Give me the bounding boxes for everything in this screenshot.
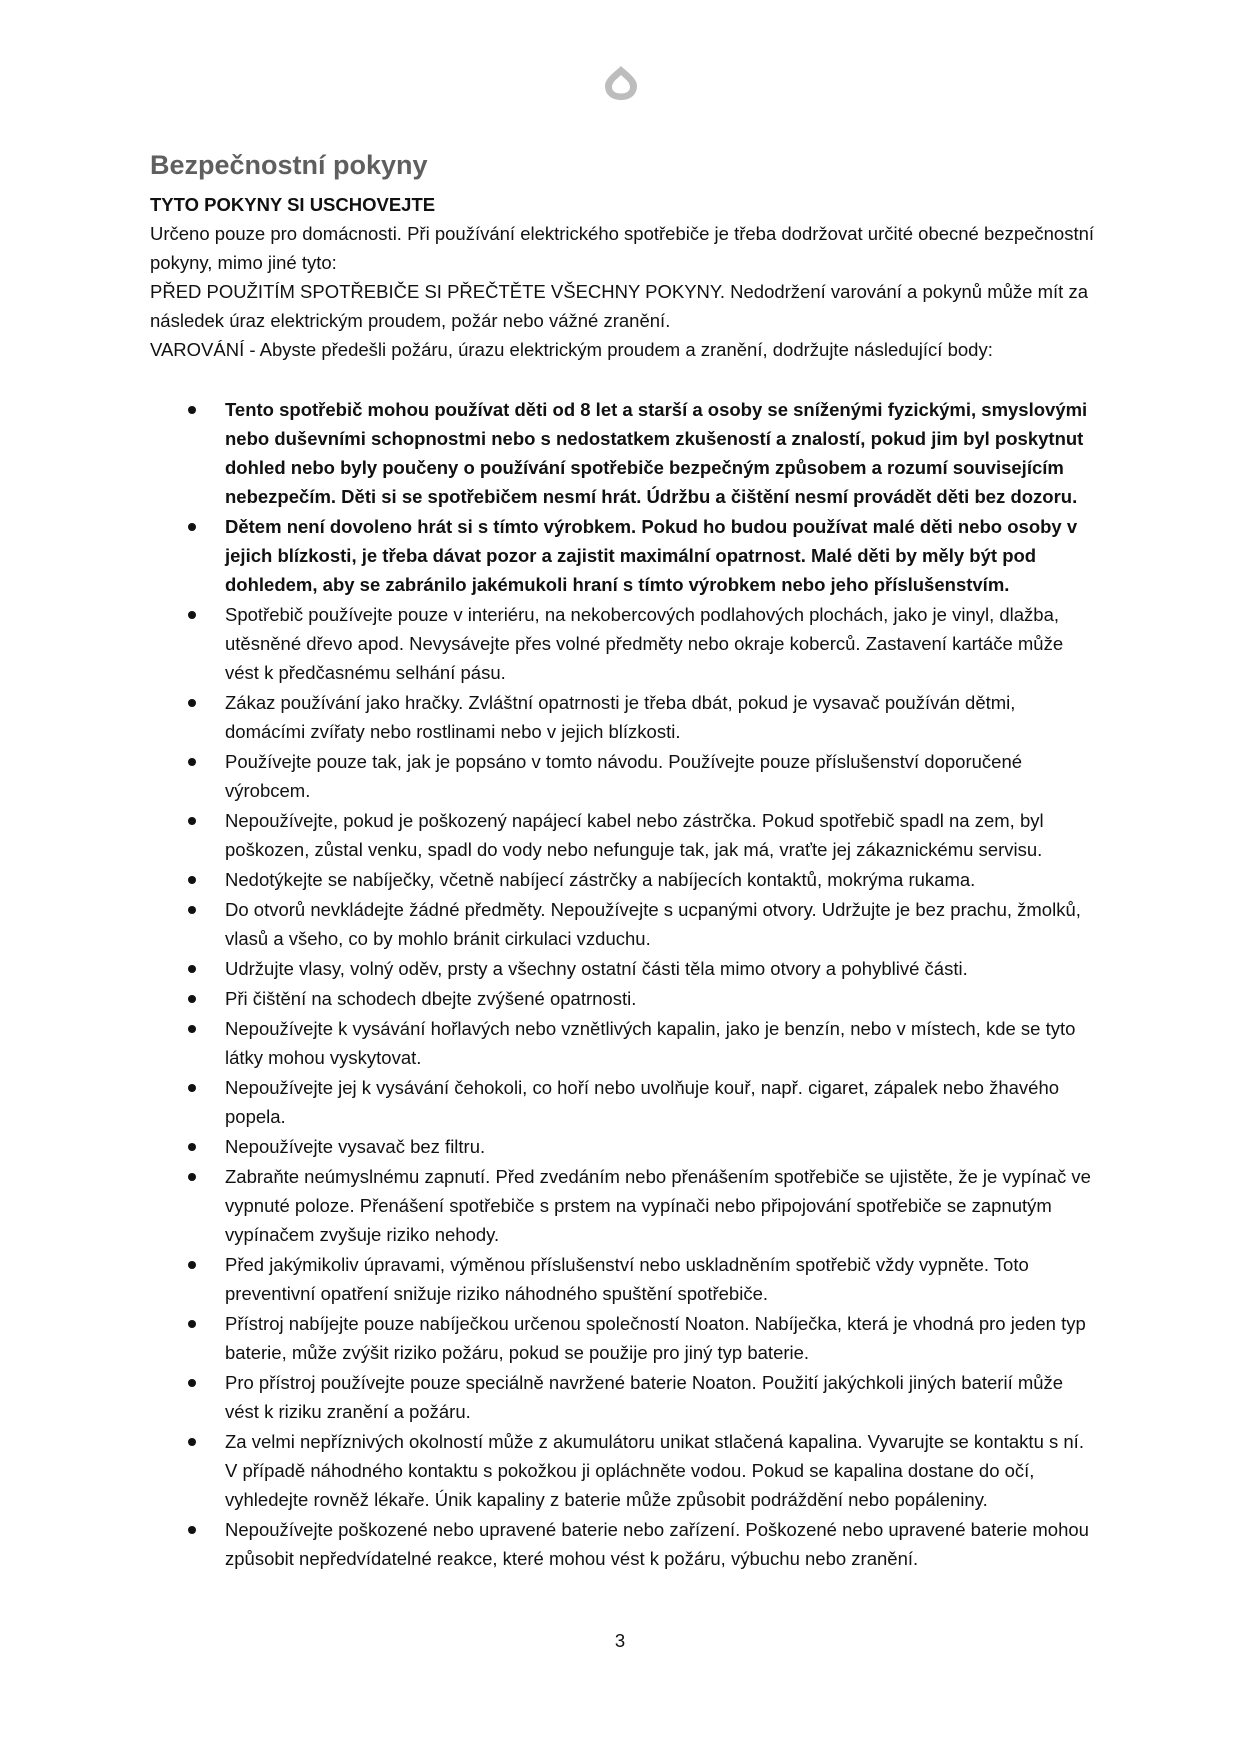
- list-item-text: Nepoužívejte poškozené nebo upravené baterie nebo zařízení. Poškozené nebo upravené baterie mohou způsobit nepředvídatelné reakce, které mohou vést k požáru, výbuchu nebo zranění.: [225, 1519, 1089, 1569]
- list-item-text: Při čištění na schodech dbejte zvýšené opatrnosti.: [225, 988, 637, 1009]
- bullet-dot-icon: [188, 876, 196, 884]
- bullet-dot-icon: [188, 699, 196, 707]
- section-subtitle: TYTO POKYNY SI USCHOVEJTE: [150, 194, 436, 215]
- bullet-dot-icon: [188, 965, 196, 973]
- list-item: [150, 1427, 1100, 1514]
- list-item: [150, 1368, 1100, 1426]
- list-item-text: Spotřebič používejte pouze v interiéru, na nekobercových podlahových plochách, jako je vinyl, dlažba, utěsněné dřevo apod. Nevysávejte přes volné předměty nebo okraje koberců. Zastavení kartáče může vést k předčasnému selhání pásu.: [225, 604, 1064, 683]
- read-instructions-paragraph: PŘED POUŽITÍM SPOTŘEBIČE SI PŘEČTĚTE VŠECHNY POKYNY. Nedodržení varování a pokynů může mít za následek úraz elektrickým proudem, požár nebo vážné zranění.: [150, 281, 1088, 331]
- list-item-text: Za velmi nepříznivých okolností může z akumulátoru unikat stlačená kapalina. Vyvarujte se kontaktu s ní. V případě náhodného kontaktu s pokožkou ji opláchněte vodou. Pokud se kapalina dostane do očí, vyhledejte rovněž lékaře. Únik kapaliny z baterie může způsobit podráždění nebo popáleniny.: [225, 1431, 1084, 1510]
- list-item-text: Tento spotřebič mohou používat děti od 8 let a starší a osoby se sníženými fyzickými, smyslovými nebo duševními schopnostmi nebo s nedostatkem zkušeností a znalostí, pokud jim byl poskytnut dohled nebo byly poučeny o používání spotřebiče bezpečným způsobem a rozumí souvisejícím nebezpečím. Děti si se spotřebičem nesmí hrát. Údržbu a čištění nesmí provádět děti bez dozoru.: [225, 399, 1088, 507]
- noaton-ring-logo-icon: [600, 62, 642, 104]
- list-item-text: Udržujte vlasy, volný oděv, prsty a všechny ostatní části těla mimo otvory a pohyblivé části.: [225, 958, 968, 979]
- list-item: [150, 1132, 1100, 1161]
- list-item: [150, 1162, 1100, 1249]
- list-item: [150, 688, 1100, 746]
- list-item: [150, 1309, 1100, 1367]
- list-item-text: Zákaz používání jako hračky. Zvláštní opatrnosti je třeba dbát, pokud je vysavač používán dětmi, domácími zvířaty nebo rostlinami nebo v jejich blízkosti.: [225, 692, 1016, 742]
- bullet-dot-icon: [188, 1438, 196, 1446]
- list-item-text: Přístroj nabíjejte pouze nabíječkou určenou společností Noaton. Nabíječka, která je vhodná pro jeden typ baterie, může zvýšit riziko požáru, pokud se použije pro jiný typ baterie.: [225, 1313, 1086, 1363]
- list-item: [150, 806, 1100, 864]
- intro-paragraph: Určeno pouze pro domácnosti. Při používání elektrického spotřebiče je třeba dodržovat určité obecné bezpečnostní pokyny, mimo jiné tyto:: [150, 223, 1095, 273]
- bullet-dot-icon: [188, 758, 196, 766]
- list-item: [150, 1073, 1100, 1131]
- list-item: [150, 984, 1100, 1013]
- bullet-dot-icon: [188, 1379, 196, 1387]
- bullet-dot-icon: [188, 1320, 196, 1328]
- list-item-text: Nedotýkejte se nabíječky, včetně nabíjecí zástrčky a nabíjecích kontaktů, mokrýma rukama.: [225, 869, 976, 890]
- bullet-dot-icon: [188, 611, 196, 619]
- list-item: [150, 954, 1100, 983]
- bullet-dot-icon: [188, 817, 196, 825]
- list-item: [150, 1250, 1100, 1308]
- list-item-text: Nepoužívejte jej k vysávání čehokoli, co hoří nebo uvolňuje kouř, např. cigaret, zápalek nebo žhavého popela.: [225, 1077, 1060, 1127]
- list-item-text: Pro přístroj používejte pouze speciálně navržené baterie Noaton. Použití jakýchkoli jiných baterií může vést k riziku zranění a požáru.: [225, 1372, 1064, 1422]
- bullet-dot-icon: [188, 1526, 196, 1534]
- list-item: [150, 512, 1100, 599]
- bullet-dot-icon: [188, 1025, 196, 1033]
- list-item-text: Nepoužívejte vysavač bez filtru.: [225, 1136, 486, 1157]
- bullet-dot-icon: [188, 1261, 196, 1269]
- bullet-dot-icon: [188, 1084, 196, 1092]
- page-number: 3: [614, 1630, 626, 1651]
- list-item: [150, 865, 1100, 894]
- bullet-dot-icon: [188, 995, 196, 1003]
- list-item-text: Dětem není dovoleno hrát si s tímto výrobkem. Pokud ho budou používat malé děti nebo osoby v jejich blízkosti, je třeba dávat pozor a zajistit maximální opatrnost. Malé děti by měly být pod dohledem, aby se zabránilo jakémukoli hraní s tímto výrobkem nebo jeho příslušenstvím.: [225, 516, 1078, 595]
- safety-list: [150, 395, 1100, 1573]
- list-item-text: Nepoužívejte k vysávání hořlavých nebo vznětlivých kapalin, jako je benzín, nebo v místech, kde se tyto látky mohou vyskytovat.: [225, 1018, 1076, 1068]
- list-item-text: Používejte pouze tak, jak je popsáno v tomto návodu. Používejte pouze příslušenství doporučené výrobcem.: [225, 751, 1023, 801]
- document-body: [150, 148, 1100, 1574]
- list-item: [150, 395, 1100, 511]
- list-item: [150, 1515, 1100, 1573]
- page-title: Bezpečnostní pokyny: [150, 150, 428, 180]
- bullet-dot-icon: [188, 906, 196, 914]
- list-item-text: Nepoužívejte, pokud je poškozený napájecí kabel nebo zástrčka. Pokud spotřebič spadl na zem, byl poškozen, zůstal venku, spadl do vody nebo nefunguje tak, jak má, vraťte jej zákaznickému servisu.: [225, 810, 1044, 860]
- list-item: [150, 895, 1100, 953]
- bullet-dot-icon: [188, 523, 196, 531]
- bullet-dot-icon: [188, 406, 196, 414]
- bullet-dot-icon: [188, 1143, 196, 1151]
- list-item: [150, 600, 1100, 687]
- list-item-text: Zabraňte neúmyslnému zapnutí. Před zvedáním nebo přenášením spotřebiče se ujistěte, že je vypínač ve vypnuté poloze. Přenášení spotřebiče s prstem na vypínači nebo připojování spotřebiče se zapnutým vypínačem zvyšuje riziko nehody.: [225, 1166, 1091, 1245]
- list-item: [150, 1014, 1100, 1072]
- warning-paragraph: VAROVÁNÍ - Abyste předešli požáru, úrazu elektrickým proudem a zranění, dodržujte následující body:: [150, 339, 993, 360]
- list-item-text: Před jakýmikoliv úpravami, výměnou příslušenství nebo uskladněním spotřebič vždy vypněte. Toto preventivní opatření snižuje riziko náhodného spuštění spotřebiče.: [225, 1254, 1029, 1304]
- list-item: [150, 747, 1100, 805]
- list-item-text: Do otvorů nevkládejte žádné předměty. Nepoužívejte s ucpanými otvory. Udržujte je bez prachu, žmolků, vlasů a všeho, co by mohlo bránit cirkulaci vzduchu.: [225, 899, 1081, 949]
- bullet-dot-icon: [188, 1173, 196, 1181]
